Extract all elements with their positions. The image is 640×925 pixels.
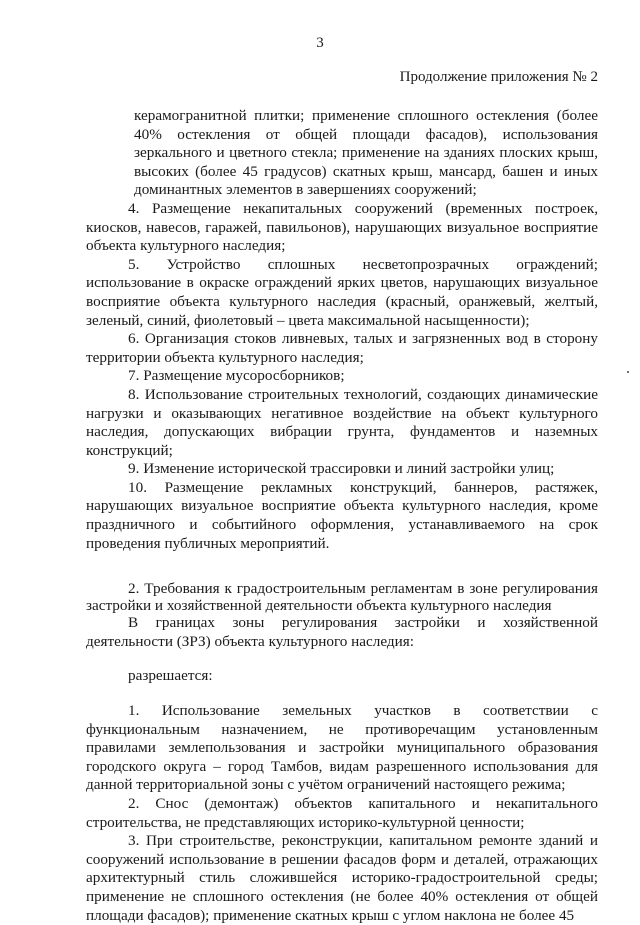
appendix-note: Продолжение приложения № 2 xyxy=(399,69,598,85)
paragraph-item-10: 10. Размещение рекламных конструкций, баннеров, растяжек, нарушающих визуальное восприятие объекта культурного наследия, кроме праздничного и событийного оформления, устанавливаемого на срок проведения публичных мероприятий. xyxy=(86,478,598,552)
page-number: 3 xyxy=(316,35,324,51)
allowed-item-1: 1. Использование земельных участков в соответствии с функциональным назначением, не противоречащим установленным правилами землепользования и застройки муниципального образования городского округа – город Тамбов, видам разрешенного использования для данной территориальной зоны с учётом ограничений настоящего режима; xyxy=(86,702,598,794)
paragraph-item-4: 4. Размещение некапитальных сооружений (временных построек, киосков, навесов, гаражей, павильонов), нарушающих визуальное восприятие объекта культурного наследия; xyxy=(86,199,598,255)
spacer xyxy=(86,651,598,667)
paragraph-continued: керамогранитной плитки; применение сплошного остекления (более 40% остекления от общей площади фасадов), использования зеркального и цветного стекла; применение на зданиях плоских крыш, высоких (более 45 градусов) скатных крыш, мансард, башен и иных доминантных элементов в завершениях сооружений; xyxy=(134,107,598,199)
allowed-label: разрешается: xyxy=(128,667,213,685)
allowed-item-2: 2. Снос (демонтаж) объектов капитального и некапитального строительства, не представляющих историко-культурной ценности; xyxy=(86,795,598,831)
allowed-item-3: 3. При строительстве, реконструкции, капитальном ремонте зданий и сооружений использование в решении фасадов форм и деталей, отражающих архитектурный стиль сложившейся историко-градостроительной среды; применение не сплошного остекления (не более 40% остекления от общей площади фасадов); применение скатных крыш с углом наклона не более 45 xyxy=(86,832,598,924)
paragraph-item-6: 6. Организация стоков ливневых, талых и загрязненных вод в сторону территории объекта культурного наследия; xyxy=(86,330,598,366)
paragraph-item-5: 5. Устройство сплошных несветопрозрачных ограждений; использование в окраске ограждений ярких цветов, нарушающих визуальное восприятие объекта культурного наследия (красный, оранжевый, желтый, зеленый, синий, фиолетовый – цвета максимальной насыщенности); xyxy=(86,255,598,329)
paragraph-item-7: 7. Размещение мусоросборников; xyxy=(128,367,345,385)
document-body xyxy=(86,107,598,925)
zrz-intro: В границах зоны регулирования застройки и хозяйственной деятельности (ЗРЗ) объекта культурного наследия: xyxy=(86,614,598,650)
spacer xyxy=(86,553,598,580)
scan-speck xyxy=(627,371,629,373)
paragraph-item-8: 8. Использование строительных технологий, создающих динамические нагрузки и оказывающих негативное воздействие на объект культурного наследия, допускающих вибрации грунта, фундаментов и наземных конструкций; xyxy=(86,385,598,459)
paragraph-item-9: 9. Изменение исторической трассировки и линий застройки улиц; xyxy=(128,460,555,478)
section-2-title: 2. Требования к градостроительным регламентам в зоне регулирования застройки и хозяйственной деятельности объекта культурного наследия xyxy=(86,580,598,615)
spacer xyxy=(86,686,598,702)
